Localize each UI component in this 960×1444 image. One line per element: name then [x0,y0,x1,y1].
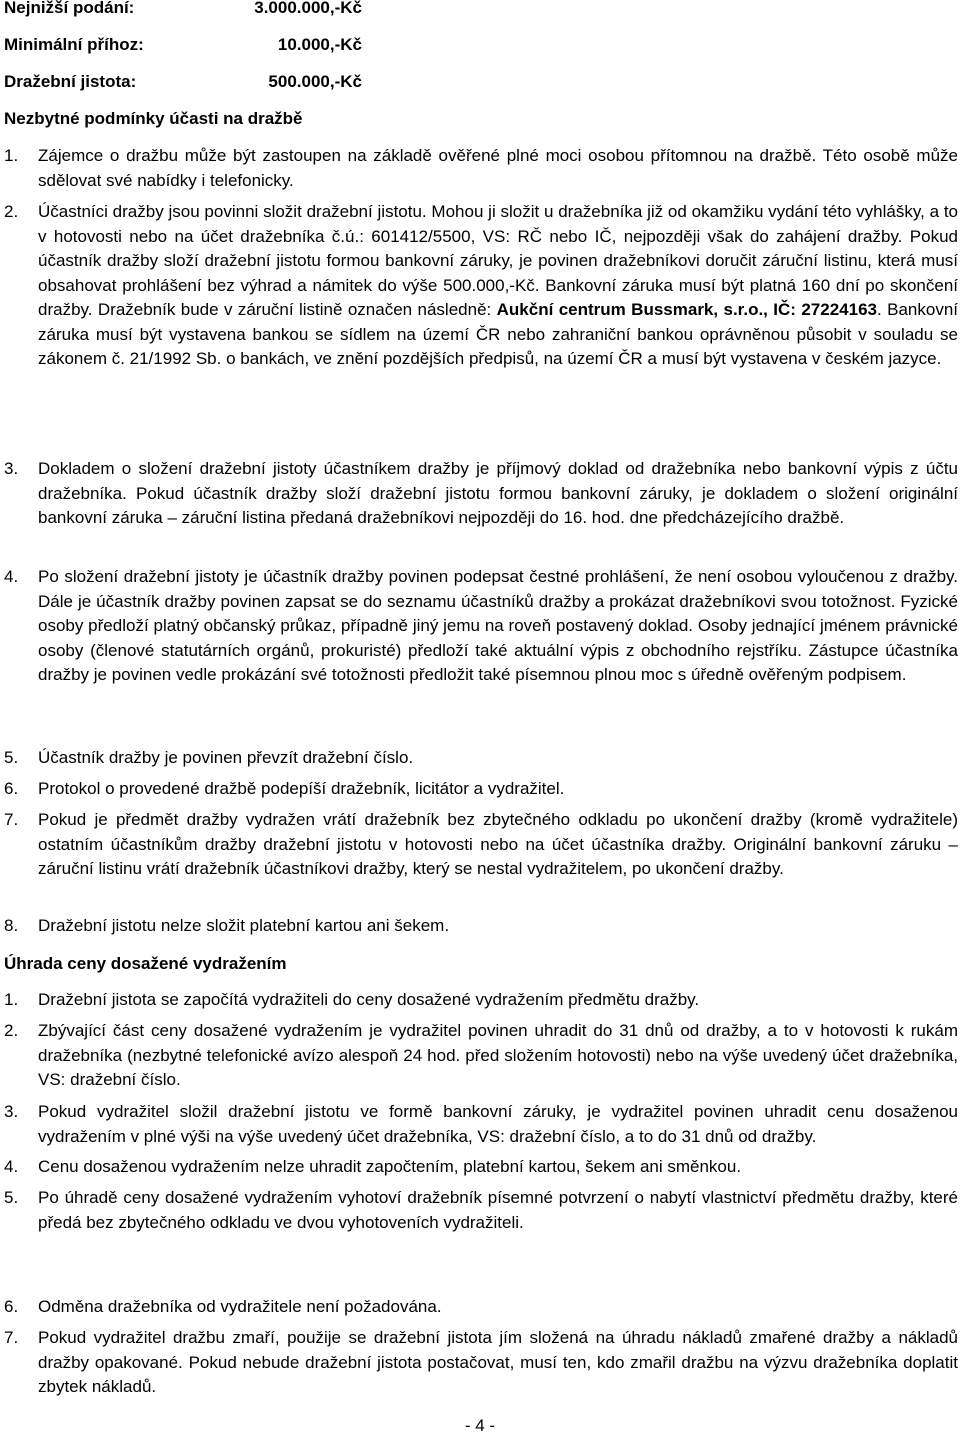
condition-item-5 [4,746,958,771]
payment-item-6 [4,1295,958,1320]
item-number: 2. [4,202,19,221]
item-number: 1. [4,990,19,1009]
item-text: Účastník dražby je povinen převzít dražební číslo. [38,748,414,767]
condition-item-2 [4,200,958,372]
min-increment-value: 10.000,-Kč [277,35,362,54]
auctioneer-name: Aukční centrum Bussmark, s.r.o., IČ: 27224163 [496,300,877,319]
deposit-label: Dražební jistota: [4,72,137,91]
page-number: - 4 - [464,1416,496,1435]
payment-item-4 [4,1155,958,1180]
item-text: Dražební jistotu nelze složit platební kartou ani šekem. [38,916,450,935]
payment-item-1 [4,988,958,1013]
lowest-bid-value: 3.000.000,-Kč [254,0,362,17]
item-text: Odměna dražebníka od vydražitele není požadována. [38,1297,442,1316]
item-number: 3. [4,1102,19,1121]
lowest-bid-label: Nejnižší podání: [4,0,135,17]
item-number: 8. [4,916,19,935]
item-text: Pokud vydražitel dražbu zmaří, použije se dražební jistota jím složená na úhradu nákladů zmařené dražby a nákladů dražby opakované. Pokud nebude dražební jistota postačovat, musí ten, kdo zmařil dražbu na výzvu dražebníka doplatit zbytek nákladů. [38,1328,958,1396]
item-number: 7. [4,810,19,829]
item-text: Po složení dražební jistoty je účastník dražby povinen podepsat čestné prohlášení, že není osobou vyloučenou z dražby. Dále je účastník dražby povinen zapsat se do seznamu účastníků dražby a prokázat dražebníkovi svou totožnost. Fyzické osoby předloží platný občanský průkaz, případně jiný jemu na roveň postavený doklad. Osoby jednající jménem právnické osoby (členové statutárních orgánů, prokuristé) předloží také aktuální výpis z obchodního rejstříku. Zástupce účastníka dražby je povinen vedle prokázání své totožnosti předložit také písemnou plnou moc s úředně ověřeným podpisem. [38,567,958,684]
item-number: 3. [4,459,19,478]
item-number: 5. [4,1188,19,1207]
item-text: Po úhradě ceny dosažené vydražením vyhotoví dražebník písemné potvrzení o nabytí vlastnictví předmětu dražby, které předá bez zbytečného odkladu ve dvou vyhotoveních vydražiteli. [38,1188,958,1232]
payment-item-7 [4,1326,958,1400]
item-number: 6. [4,779,19,798]
condition-item-3 [4,457,958,531]
item-text: Dražební jistota se započítá vydražiteli do ceny dosažené vydražením předmětu dražby. [38,990,700,1009]
item-number: 5. [4,748,19,767]
payment-item-3 [4,1100,958,1149]
condition-item-1 [4,144,958,193]
item-text: Cenu dosaženou vydražením nelze uhradit započtením, platební kartou, šekem ani směnkou. [38,1157,742,1176]
item-number: 6. [4,1297,19,1316]
payment-item-5 [4,1186,958,1235]
payment-item-2 [4,1019,958,1093]
item-text: Protokol o provedené dražbě podepíší dražebník, licitátor a vydražitel. [38,779,565,798]
item-number: 7. [4,1328,19,1347]
condition-item-6 [4,777,958,802]
condition-item-8 [4,914,958,939]
payment-title: Úhrada ceny dosažené vydražením [4,954,287,973]
item-text: Účastníci dražby jsou povinni složit dražební jistotu. Mohou ji složit u dražebníka již od okamžiku vydání této vyhlášky, a to v hotovosti nebo na účet dražebníka č.ú.: 601412/5500, VS: RČ nebo IČ, nejpozději však do zahájení dražby. Pokud účastník dražby složí dražební jistotu formou bankovní záruky, je povinen dražebníkovi doručit záruční listinu, která musí obsahovat prohlášení bez výhrad a námitek do výše 500.000,-Kč. Bankovní záruka musí být platná 160 dní po skončení dražby. Dražebník bude v záruční listině označen následně: Aukční centrum Bussmark, s.r.o., IČ: 27224163. Bankovní záruka musí být vystavena bankou se sídlem na území ČR nebo zahraniční bankou oprávněnou působit v souladu se zákonem č. 21/1992 Sb. o bankách, ve znění pozdějších předpisů, na území ČR a musí být vystavena v českém jazyce. [38,202,958,368]
deposit-value: 500.000,-Kč [268,72,362,91]
item-text: Dokladem o složení dražební jistoty účastníkem dražby je příjmový doklad od dražebníka nebo bankovní výpis z účtu dražebníka. Pokud účastník dražby složí dražební jistotu formou bankovní záruky, je dokladem o složení originální bankovní záruka – záruční listina předaná dražebníkovi nejpozději do 16. hod. dne předcházejícího dražbě. [38,459,958,527]
item-text: Zájemce o dražbu může být zastoupen na základě ověřené plné moci osobou přítomnou na dražbě. Této osobě může sdělovat své nabídky i telefonicky. [38,146,958,190]
item-text: Pokud vydražitel složil dražební jistotu ve formě bankovní záruky, je vydražitel povinen uhradit cenu dosaženou vydražením v plné výši na výše uvedený účet dražebníka, VS: dražební číslo, a to do 31 dnů od dražby. [38,1102,958,1146]
min-increment-label: Minimální příhoz: [4,35,144,54]
item-text: Pokud je předmět dražby vydražen vrátí dražebník bez zbytečného odkladu po ukončení dražby (kromě vydražitele) ostatním účastníkům dražby dražební jistotu v hotovosti nebo na účet účastníka dražby. Originální bankovní záruku – záruční listinu vrátí dražebník účastníkovi dražby, který se nestal vydražitelem, po ukončení dražby. [38,810,958,878]
item-number: 1. [4,146,19,165]
item-number: 4. [4,1157,19,1176]
conditions-title: Nezbytné podmínky účasti na dražbě [4,109,303,128]
condition-item-4 [4,565,958,688]
item-text: Zbývající část ceny dosažené vydražením je vydražitel povinen uhradit do 31 dnů od dražby, a to v hotovosti k rukám dražebníka (nezbytné telefonické avízo alespoň 24 hod. před složením hotovosti) nebo na výše uvedený účet dražebníka, VS: dražební číslo. [38,1021,958,1089]
condition-item-7 [4,808,958,882]
item-number: 4. [4,567,19,586]
item-number: 2. [4,1021,19,1040]
